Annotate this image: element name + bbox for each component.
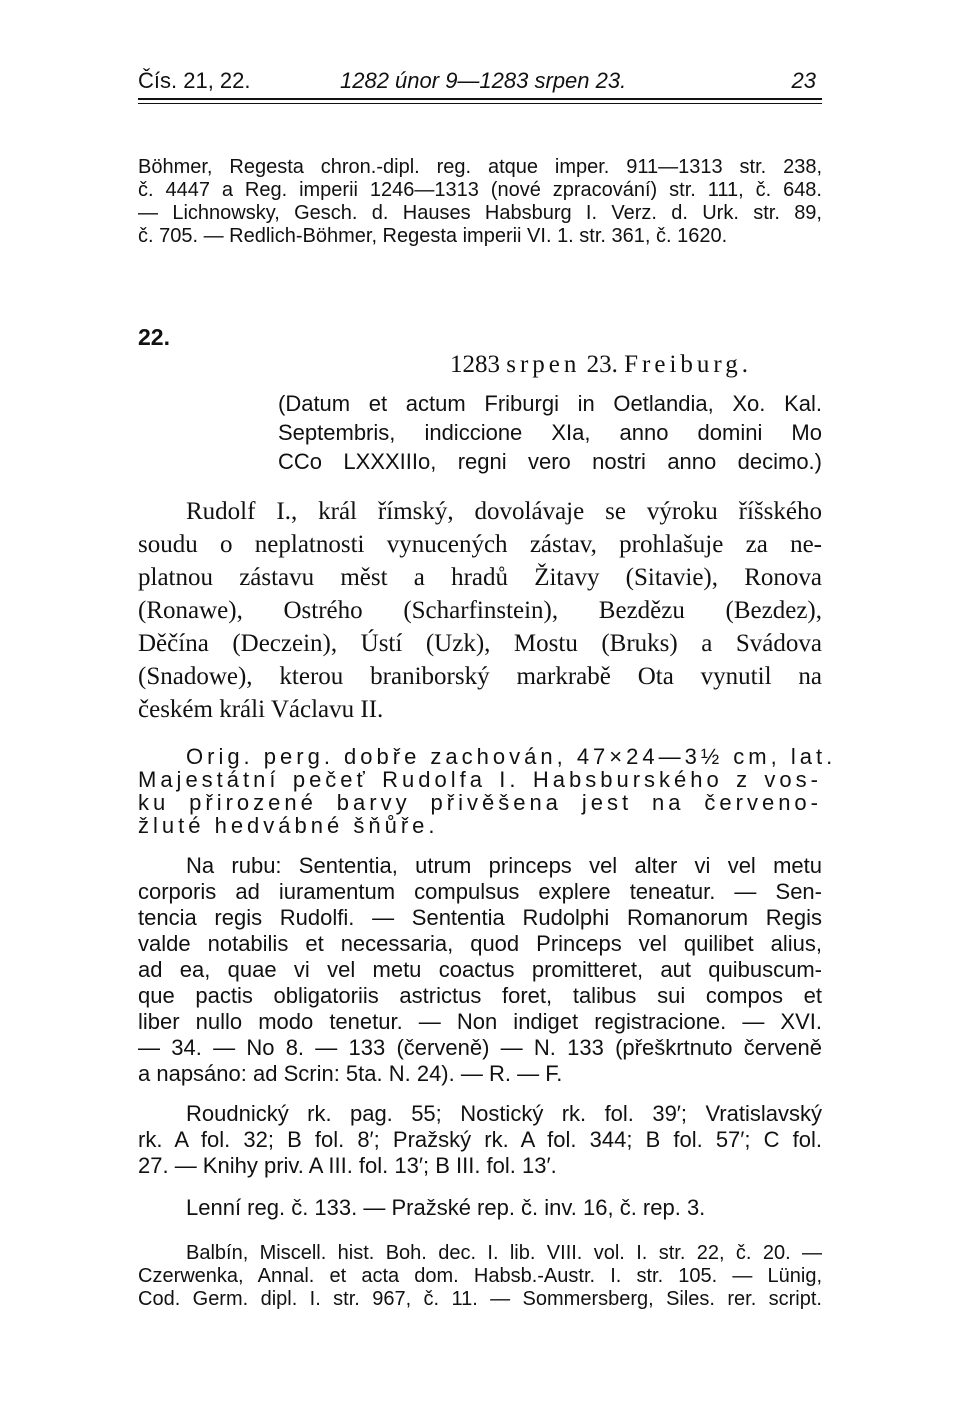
datum-line: CCo LXXXIIIo, regni vero nostri anno decimo.) — [278, 449, 822, 474]
header-document-numbers: Čís. 21, 22. — [138, 68, 251, 93]
biblio-bottom-line: Czerwenka, Annal. et acta dom. Habsb.-Austr. I. str. 105. — Lünig, — [138, 1265, 822, 1287]
header-date-range: 1282 únor 9—1283 srpen 23. — [340, 68, 627, 93]
copies-line: rk. A fol. 32; B fol. 8′; Pražský rk. A fol. 344; B fol. 57′; C fol. — [138, 1127, 822, 1152]
verso-line: liber nullo modo tenetur. — Non indiget registracione. — XVI. — [138, 1009, 822, 1034]
entry-number: 22. — [138, 324, 170, 350]
verso-line: a napsáno: ad Scrin: 5ta. N. 24). — R. — F. — [138, 1061, 563, 1086]
biblio-bottom-line: Cod. Germ. dipl. I. str. 967, č. 11. — Sommersberg, Siles. rer. script. — [138, 1288, 822, 1310]
verso-line: ad ea, quae vi vel metu coactus promitteret, aut quibuscum- — [138, 957, 822, 982]
summary-line: českém králi Václavu II. — [138, 696, 384, 723]
biblio-top-line: č. 705. — Redlich-Böhmer, Regesta imperii VI. 1. str. 361, č. 1620. — [138, 225, 728, 247]
header-page-number: 23 — [791, 68, 816, 93]
summary-line: Rudolf I., král římský, dovolávaje se výroku říšského — [186, 498, 822, 525]
summary-line: (Snadowe), kterou braniborský markrabě Ota vynutil na — [138, 663, 822, 690]
datum-line: (Datum et actum Friburgi in Oetlandia, Xo. Kal. — [278, 391, 822, 416]
header-rule-thin — [138, 103, 822, 104]
summary-line: platnou zástavu měst a hradů Žitavy (Sitavie), Ronova — [138, 564, 822, 591]
biblio-top-line: č. 4447 a Reg. imperii 1246—1313 (nové zpracování) str. 111, č. 648. — [138, 179, 822, 201]
copies-line: Roudnický rk. pag. 55; Nostický rk. fol. 39′; Vratislavský — [186, 1101, 822, 1126]
datum-line: Septembris, indiccione XIa, anno domini Mo — [278, 420, 822, 445]
verso-line: que pactis obligatoriis astrictus foret, talibus sui compos et — [138, 983, 822, 1008]
date-month: srpen — [506, 351, 581, 378]
registry-references: Lenní reg. č. 133. — Pražské rep. č. inv. 16, č. rep. 3. — [186, 1195, 706, 1220]
entry-dateline — [450, 350, 752, 380]
date-place: Freiburg. — [624, 351, 753, 378]
date-day: 23. — [586, 351, 618, 378]
summary-line: (Ronawe), Ostrého (Scharfinstein), Bezdězu (Bezdez), — [138, 597, 822, 624]
header-rule-thick — [138, 98, 822, 100]
verso-line: tencia regis Rudolfi. — Sententia Rudolphi Romanorum Regis — [138, 905, 822, 930]
description-line: Majestátní pečeť Rudolfa I. Habsburského z vos- — [138, 767, 822, 792]
copies-line: 27. — Knihy priv. A III. fol. 13′; B III. fol. 13′. — [138, 1153, 557, 1178]
summary-line: Děčína (Deczein), Ústí (Uzk), Mostu (Bruks) a Svádova — [138, 630, 822, 657]
biblio-top-line: — Lichnowsky, Gesch. d. Hauses Habsburg I. Verz. d. Urk. str. 89, — [138, 202, 822, 224]
description-line: Orig. perg. dobře zachován, 47×24—3½ cm, lat. — [186, 744, 837, 769]
running-header — [138, 64, 822, 98]
verso-line: valde notabilis et necessaria, quod Princeps vel quilibet alius, — [138, 931, 822, 956]
description-line: ku přirozené barvy přivěšena jest na červeno- — [138, 790, 822, 815]
summary-line: soudu o neplatnosti vynucených zástav, prohlašuje za ne- — [138, 531, 822, 558]
description-line: žluté hedvábné šňůře. — [138, 813, 439, 838]
biblio-top-line: Böhmer, Regesta chron.-dipl. reg. atque imper. 911—1313 str. 238, — [138, 156, 822, 178]
verso-line: Na rubu: Sententia, utrum princeps vel alter vi vel metu — [186, 853, 822, 878]
verso-line: — 34. — No 8. — 133 (červeně) — N. 133 (přeškrtnuto červeně — [138, 1035, 822, 1060]
biblio-bottom-line: Balbín, Miscell. hist. Boh. dec. I. lib. VIII. vol. I. str. 22, č. 20. — — [186, 1242, 822, 1264]
verso-line: corporis ad iuramentum compulsus explere teneatur. — Sen- — [138, 879, 822, 904]
date-year: 1283 — [450, 351, 500, 378]
